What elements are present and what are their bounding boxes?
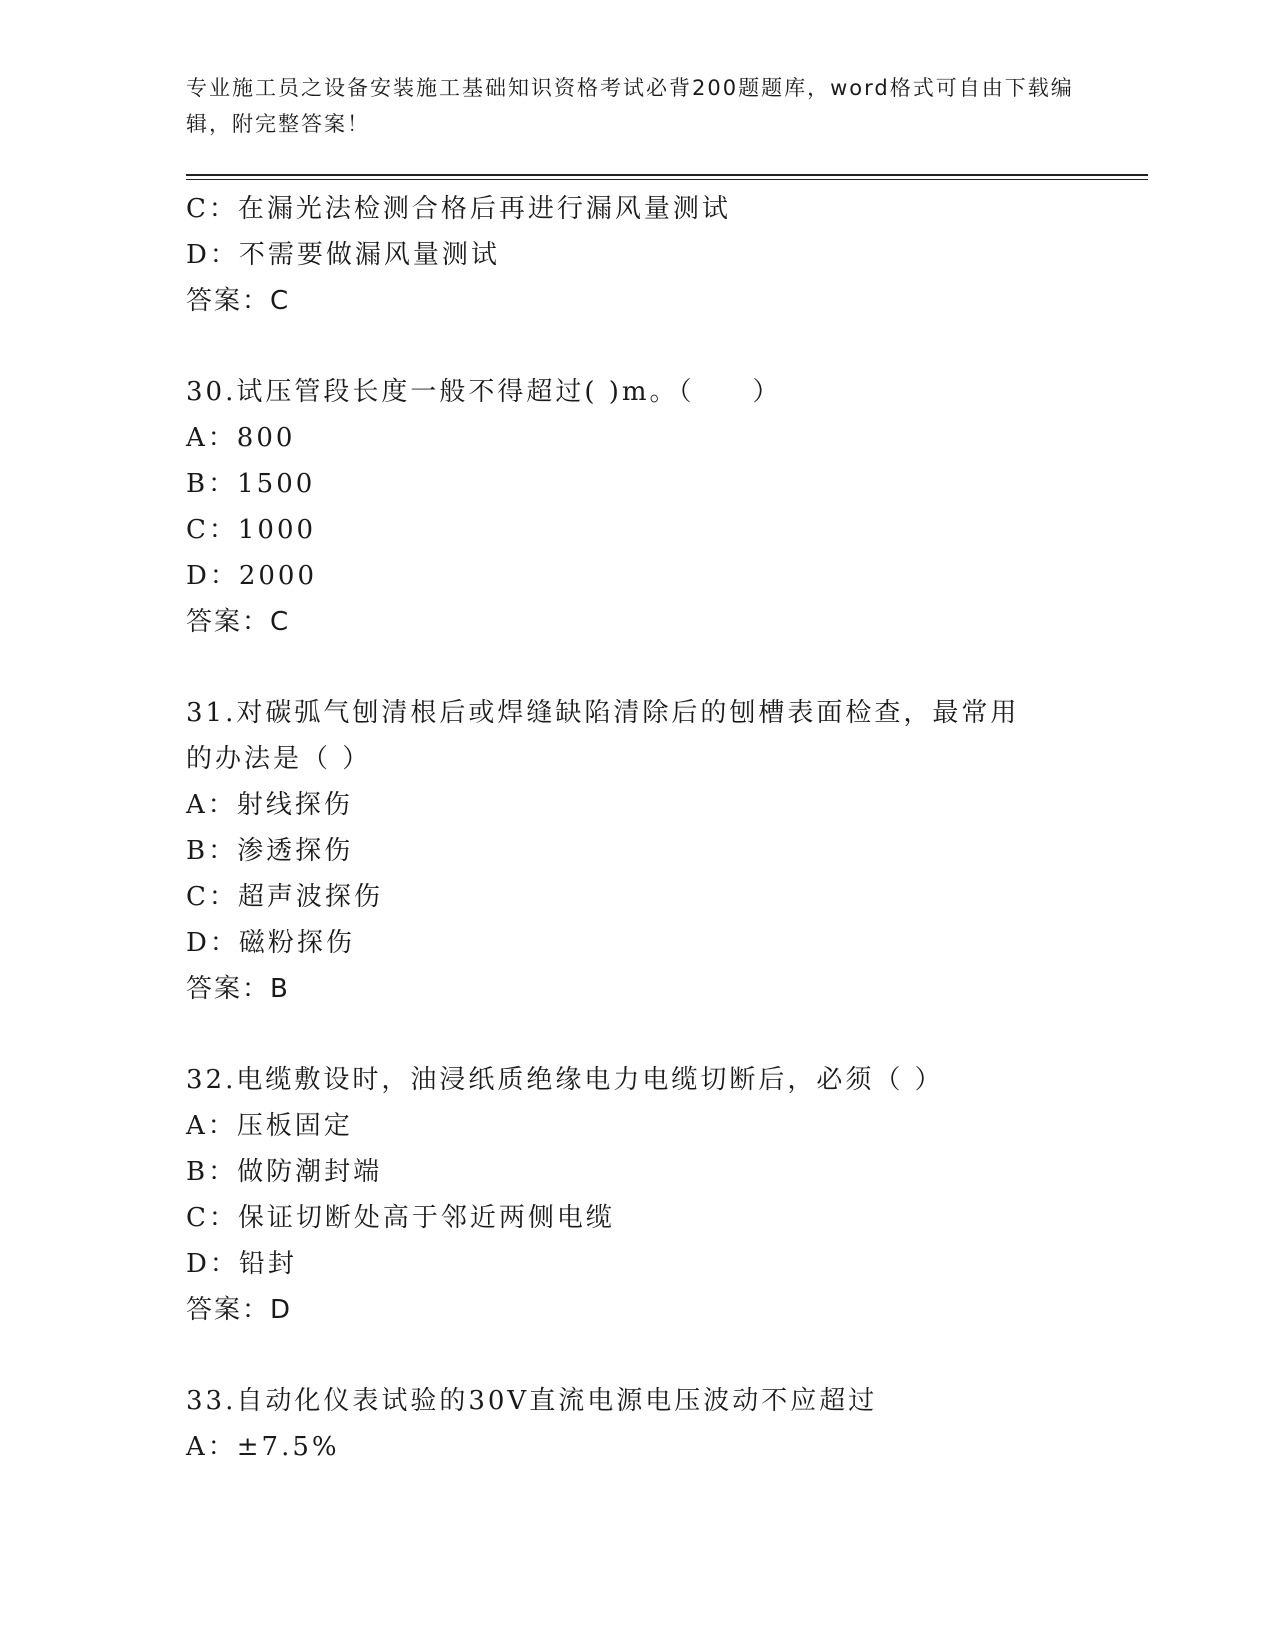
question-text: 32.电缆敷设时，油浸纸质绝缘电力电缆切断后，必须（ ） xyxy=(186,1065,944,1095)
answer-line: 答案：B xyxy=(186,974,290,1004)
question-30 xyxy=(186,369,1146,645)
option-d: D：铅封 xyxy=(186,1249,297,1279)
option-c: C：超声波探伤 xyxy=(186,882,383,912)
document-header: 专业施工员之设备安装施工基础知识资格考试必背200题题库，word格式可自由下载编辑，附完整答案！ xyxy=(186,76,1074,136)
answer-line: 答案：C xyxy=(186,607,291,637)
previous-question-tail xyxy=(186,186,1146,324)
question-32 xyxy=(186,1057,1146,1333)
option-a: A：压板固定 xyxy=(186,1111,353,1141)
question-list xyxy=(186,186,1146,1470)
option-c: C：保证切断处高于邻近两侧电缆 xyxy=(186,1203,615,1233)
option-d: D：2000 xyxy=(186,561,318,591)
option-c: C：1000 xyxy=(186,515,317,545)
question-33 xyxy=(186,1378,1146,1470)
option-b: B：做防潮封端 xyxy=(186,1157,383,1187)
option-a: A：±7.5% xyxy=(186,1432,340,1462)
question-text: 31.对碳弧气刨清根后或焊缝缺陷清除后的刨槽表面检查，最常用的办法是（ ） xyxy=(186,698,1020,774)
option-a: A：800 xyxy=(186,423,296,453)
option-b: B：渗透探伤 xyxy=(186,836,354,866)
option-b: B：1500 xyxy=(186,469,316,499)
option-d: D：磁粉探伤 xyxy=(186,928,355,958)
answer-line: 答案：D xyxy=(186,1295,293,1325)
answer-line: 答案：C xyxy=(186,286,291,316)
option-d: D：不需要做漏风量测试 xyxy=(186,240,500,270)
header-divider xyxy=(186,174,1148,180)
option-c: C：在漏光法检测合格后再进行漏风量测试 xyxy=(186,194,731,224)
question-text: 33.自动化仪表试验的30V直流电源电压波动不应超过 xyxy=(186,1386,878,1416)
option-a: A：射线探伤 xyxy=(186,790,353,820)
question-31 xyxy=(186,690,1146,1012)
question-text: 30.试压管段长度一般不得超过( )m。（ ） xyxy=(186,377,782,407)
